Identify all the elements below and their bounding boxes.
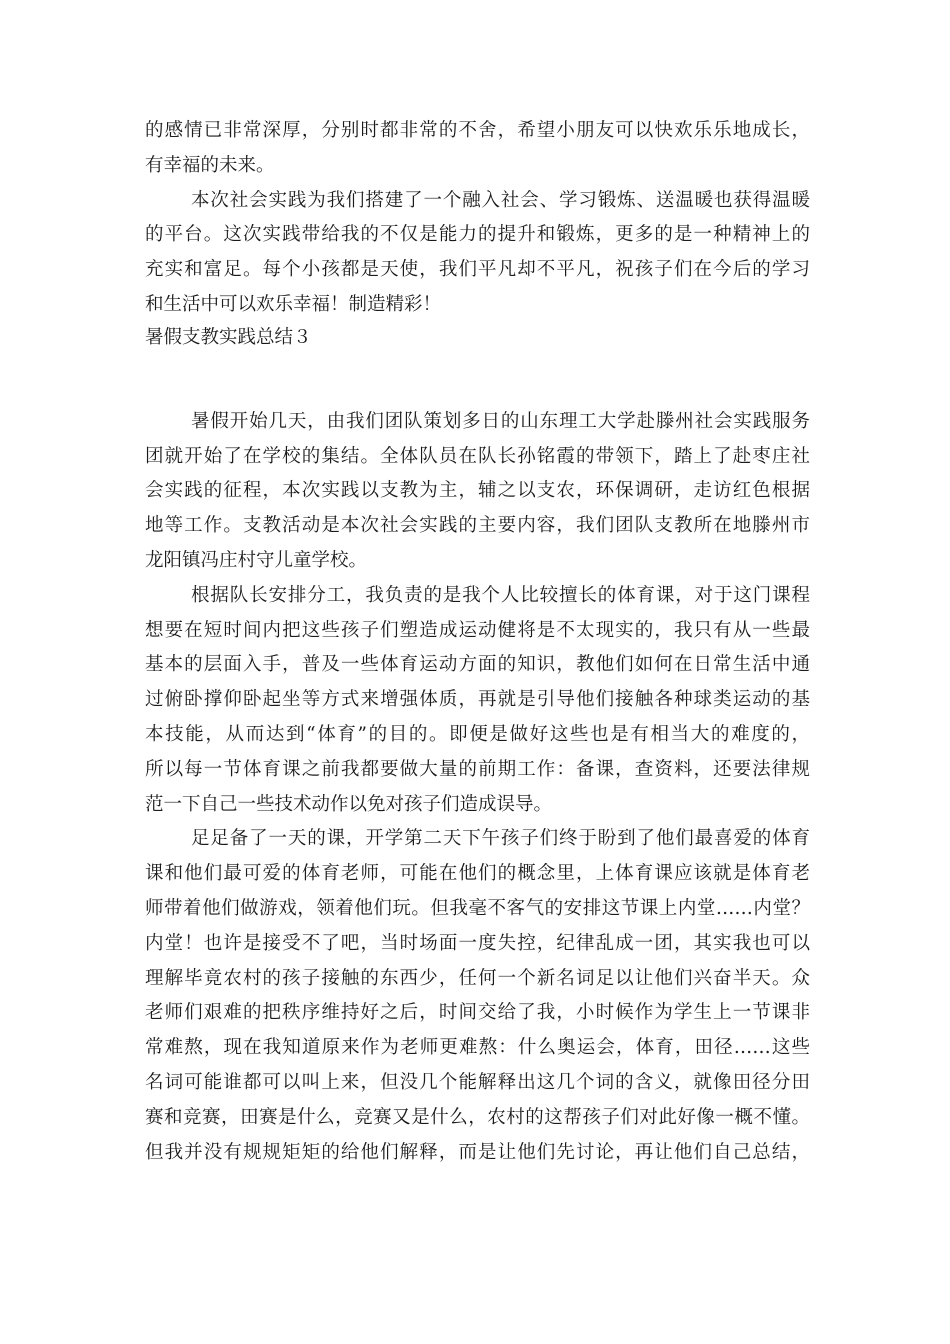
text-line: 暑假开始几天，由我们团队策划多日的山东理工大学赴滕州社会实践服务 <box>191 410 810 432</box>
text-line: 过俯卧撑仰卧起坐等方式来增强体质，再就是引导他们接触各种球类运动的基 <box>145 689 810 711</box>
paragraph-1 <box>145 114 810 184</box>
text-line: 团就开始了在学校的集结。全体队员在队长孙铭霞的带领下，踏上了赴枣庄社 <box>145 445 810 467</box>
text-line: 名词可能谁都可以叫上来，但没几个能解释出这几个词的含义，就像田径分田 <box>145 1071 810 1093</box>
text-line: 的平台。这次实践带给我的不仅是能力的提升和锻炼，更多的是一种精神上的 <box>145 224 810 246</box>
text-line: 理解毕竟农村的孩子接触的东西少，任何一个新名词足以让他们兴奋半天。众 <box>145 967 810 989</box>
blank-space <box>145 350 810 405</box>
text-line: 本次社会实践为我们搭建了一个融入社会、学习锻炼、送温暖也获得温暖 <box>191 189 810 211</box>
text-line: 常难熬，现在我知道原来作为老师更难熬：什么奥运会，体育，田径……这些 <box>145 1037 810 1059</box>
text-line: 充实和富足。每个小孩都是天使，我们平凡却不平凡，祝孩子们在今后的学习 <box>145 259 810 281</box>
text-line: 课和他们最可爱的体育老师，可能在他们的概念里，上体育课应该就是体育老 <box>145 863 810 885</box>
paragraph-2 <box>145 184 810 323</box>
document-body <box>145 114 810 1170</box>
text-line: 和生活中可以欢乐幸福！制造精彩！ <box>145 293 442 315</box>
text-line: 但我并没有规规矩矩的给他们解释，而是让他们先讨论，再让他们自己总结， <box>145 1141 810 1163</box>
text-line: 本技能，从而达到“体育”的目的。即便是做好这些也是有相当大的难度的， <box>145 723 810 745</box>
paragraph-5 <box>145 822 810 1170</box>
text-line: 内堂！也许是接受不了吧，当时场面一度失控，纪律乱成一团，其实我也可以 <box>145 932 810 954</box>
section-title: 暑假支教实践总结３ <box>145 326 312 348</box>
text-line: 根据队长安排分工，我负责的是我个人比较擅长的体育课，对于这门课程 <box>191 584 810 606</box>
text-line: 足足备了一天的课，开学第二天下午孩子们终于盼到了他们最喜爱的体育 <box>191 828 810 850</box>
text-line: 师带着他们做游戏，领着他们玩。但我毫不客气的安排这节课上内堂……内堂？ <box>145 897 810 919</box>
text-line: 想要在短时间内把这些孩子们塑造成运动健将是不太现实的，我只有从一些最 <box>145 619 810 641</box>
text-line: 所以每一节体育课之前我都要做大量的前期工作：备课，查资料，还要法律规 <box>145 758 810 780</box>
text-line: 有幸福的未来。 <box>145 154 275 176</box>
paragraph-4 <box>145 579 810 823</box>
text-line: 赛和竞赛，田赛是什么，竞赛又是什么，农村的这帮孩子们对此好像一概不懂。 <box>145 1106 810 1128</box>
text-line: 的感情已非常深厚，分别时都非常的不舍，希望小朋友可以快欢乐乐地成长， <box>145 120 810 141</box>
text-line: 范一下自己一些技术动作以免对孩子们造成误导。 <box>145 793 553 815</box>
text-line: 会实践的征程，本次实践以支教为主，辅之以支农，环保调研，走访红色根据 <box>145 480 810 502</box>
text-line: 老师们艰难的把秩序维持好之后，时间交给了我，小时候作为学生上一节课非 <box>145 1002 810 1024</box>
text-line: 基本的层面入手，普及一些体育运动方面的知识，教他们如何在日常生活中通 <box>145 654 810 676</box>
text-line: 龙阳镇冯庄村守儿童学校。 <box>145 549 368 571</box>
text-line: 地等工作。支教活动是本次社会实践的主要内容，我们团队支教所在地滕州市 <box>145 515 810 537</box>
paragraph-3 <box>145 405 810 579</box>
